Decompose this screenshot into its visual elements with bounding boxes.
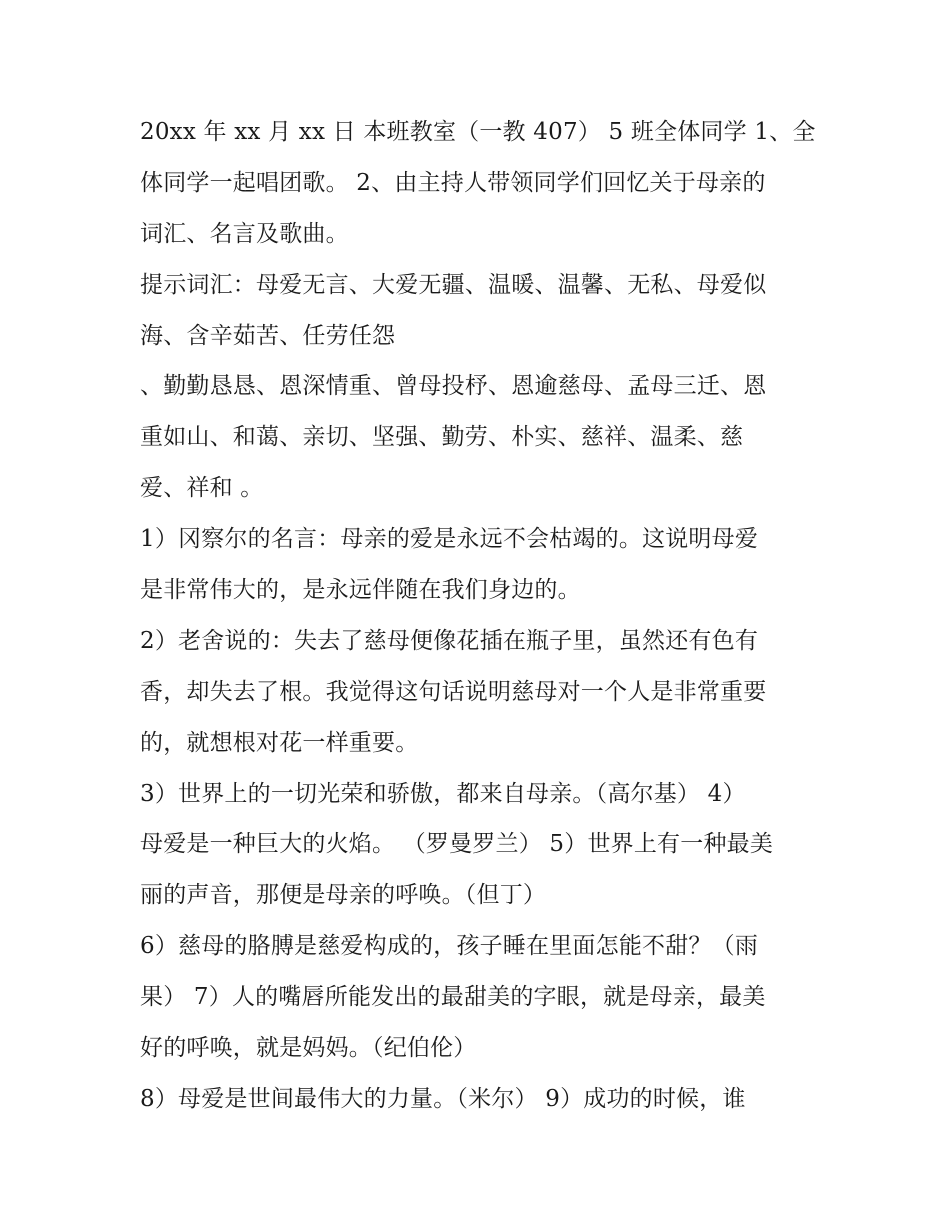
text-line: 海、含辛茹苦、任劳任怨	[140, 322, 396, 349]
text-line: 好的呼唤，就是妈妈。（纪伯伦）	[140, 1035, 477, 1062]
text-line: 体同学一起唱团歌。 2、由主持人带领同学们回忆关于母亲的	[140, 169, 766, 196]
text-line: 提示词汇：母爱无言、大爱无疆、温暖、温馨、无私、母爱似	[140, 271, 767, 298]
text-line: 爱、祥和 。	[140, 475, 264, 502]
text-line: 母爱是一种巨大的火焰。 （罗曼罗兰） 5）世界上有一种最美	[140, 831, 774, 858]
text-line: 词汇、名言及歌曲。	[140, 220, 349, 247]
text-line: 的，就想根对花一样重要。	[140, 729, 419, 756]
text-line: 3）世界上的一切光荣和骄傲，都来自母亲。（高尔基） 4）	[140, 780, 746, 807]
text-line: 是非常伟大的，是永远伴随在我们身边的。	[140, 577, 581, 604]
text-line: 、勤勤恳恳、恩深情重、曾母投杼、恩逾慈母、孟母三迁、恩	[140, 373, 767, 400]
text-line: 丽的声音，那便是母亲的呼唤。（但丁）	[140, 882, 547, 909]
document-body	[140, 107, 820, 1125]
text-line: 重如山、和蔼、亲切、坚强、勤劳、朴实、慈祥、温柔、慈	[140, 424, 744, 451]
text-line: 6）慈母的胳膊是慈爱构成的，孩子睡在里面怎能不甜？（雨	[140, 933, 759, 960]
text-line: 2）老舍说的：失去了慈母便像花插在瓶子里，虽然还有色有	[140, 627, 759, 654]
text-line: 8）母爱是世间最伟大的力量。（米尔） 9）成功的时候，谁	[140, 1085, 746, 1112]
text-line: 1）冈察尔的名言：母亲的爱是永远不会枯竭的。这说明母爱	[140, 526, 759, 553]
text-line: 20xx 年 xx 月 xx 日 本班教室（一教 407） 5 班全体同学 1、全	[140, 119, 816, 145]
text-line: 果） 7）人的嘴唇所能发出的最甜美的字眼，就是母亲，最美	[140, 984, 766, 1011]
text-line: 香，却失去了根。我觉得这句话说明慈母对一个人是非常重要	[140, 678, 767, 705]
